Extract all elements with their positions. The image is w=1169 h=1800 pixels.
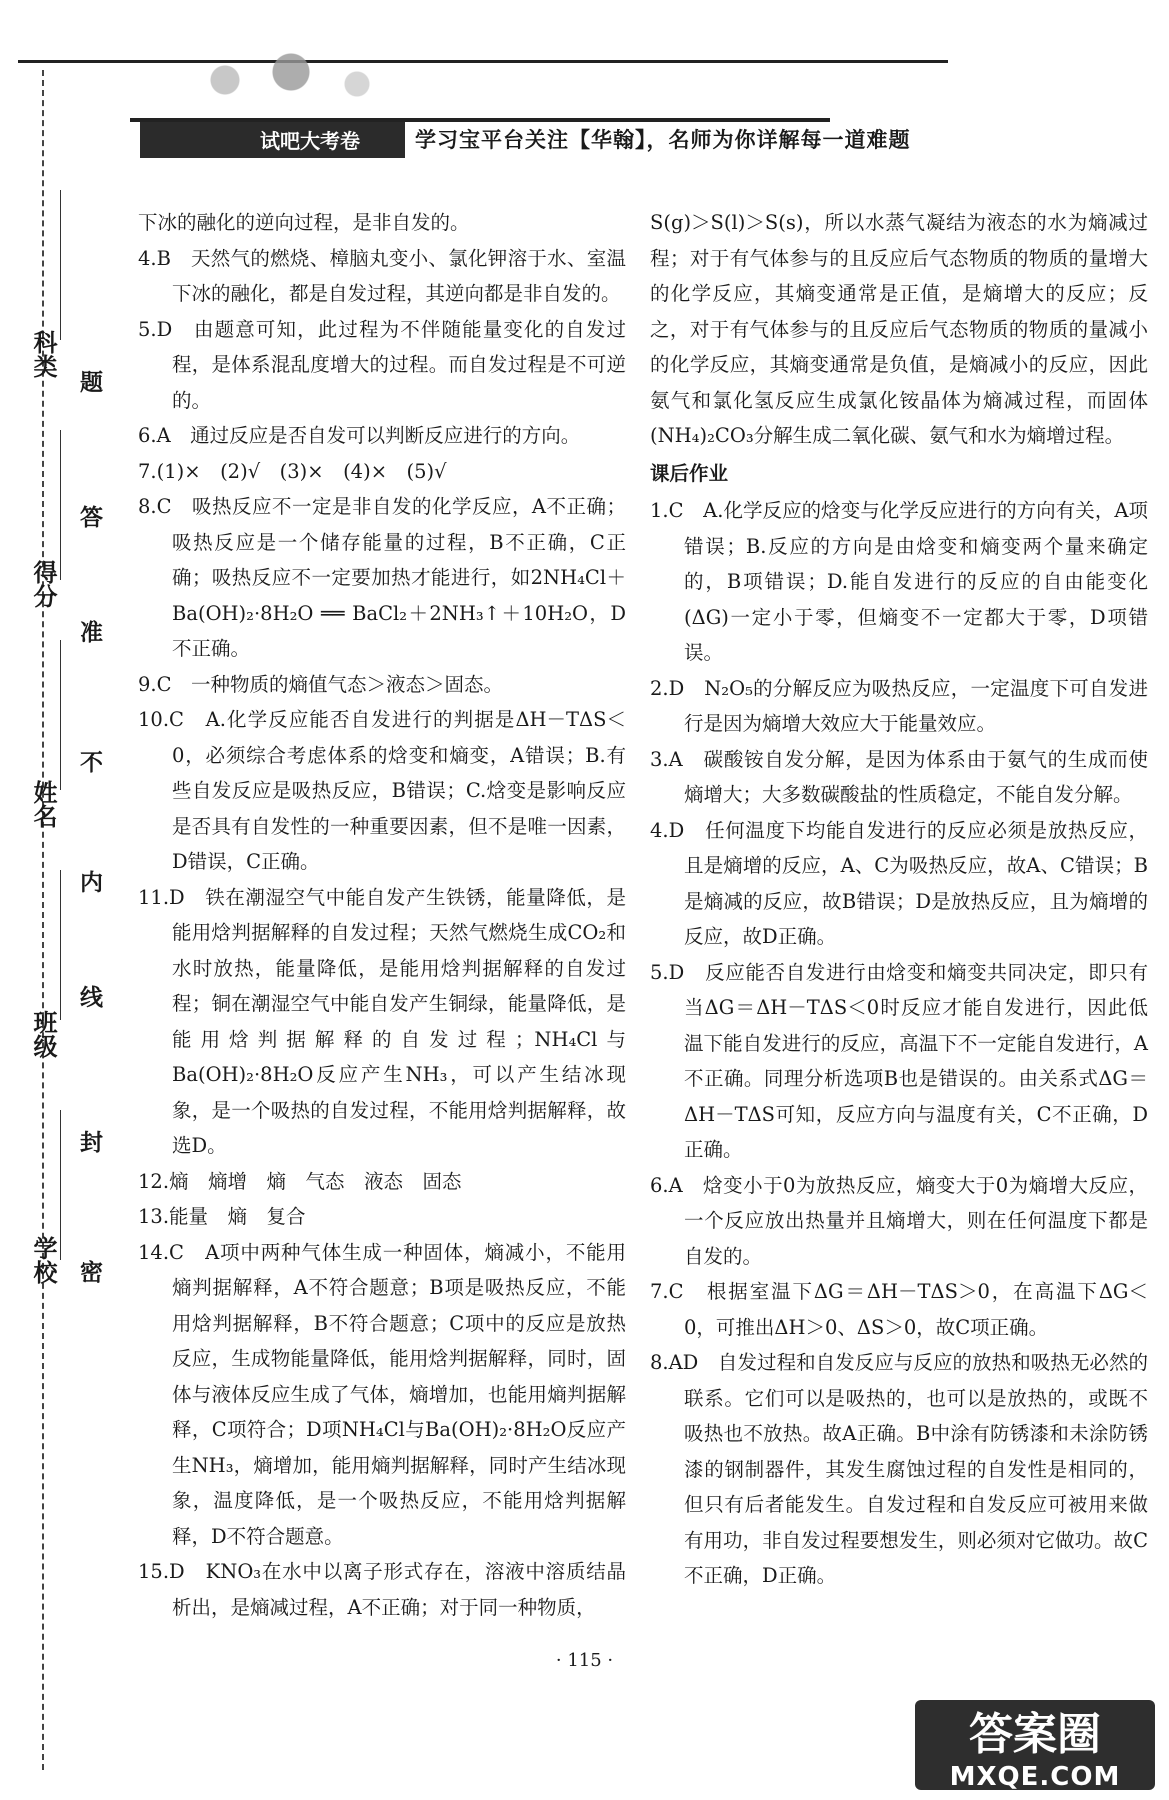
header-decoration — [135, 40, 435, 120]
margin-fill-line-class — [60, 870, 61, 1020]
answer-item: 12.熵 熵增 熵 气态 液态 固态 — [138, 1169, 462, 1193]
watermark-logo — [915, 1700, 1155, 1790]
answer-item: 10.C A.化学反应能否自发进行的判据是ΔH－TΔS＜0，必须综合考虑体系的焓变和熵变，A错误；B.有些自发反应是吸热反应，B错误；C.焓变是影响反应是否具有自发性的一种重要因素，但不是唯一因素，D错误，C正确。 — [138, 708, 626, 873]
answer-continuation: S(g)＞S(l)＞S(s)，所以水蒸气凝结为液态的水为熵减过程；对于有气体参与的且反应后气态物质的物质的量增大的化学反应，其熵变通常是正值，是熵增大的反应；反之，对于有气体参与的且反应后气态物质的物质的量减小的化学反应，其熵变通常是负值，是熵减小的反应，因此氨气和氯化氢反应生成氯化铵晶体为熵减过程，而固体(NH₄)₂CO₃分解生成二氧化碳、氨气和水为熵增过程。 — [650, 211, 1148, 447]
answer-item: 1.C A.化学反应的焓变与化学反应进行的方向有关，A项错误；B.反应的方向是由焓变和熵变两个量来确定的，B项错误；D.能自发进行的反应的自由能变化(ΔG)一定小于零，但熵变不一定都大于零，D项错误。 — [650, 499, 1148, 664]
answer-item: 6.A 焓变小于0为放热反应，熵变大于0为熵增大反应，一个反应放出热量并且熵增大，则在任何温度下都是自发的。 — [650, 1173, 1148, 1268]
brand-logo — [140, 120, 405, 158]
left-column — [138, 205, 626, 1625]
answer-item: 13.能量 熵 复合 — [138, 1205, 306, 1228]
seal-char: 封 — [76, 1130, 102, 1153]
page-header — [0, 0, 1169, 170]
seal-char: 准 — [76, 620, 102, 643]
answer-item: 15.D KNO₃在水中以离子形式存在，溶液中溶质结晶析出，是熵减过程，A不正确；对于同一种物质， — [138, 1560, 626, 1619]
seal-char: 答 — [76, 505, 102, 528]
margin-label-school: 学校 — [29, 1236, 57, 1284]
margin-fill-line-name — [60, 640, 61, 790]
margin-label-name: 姓名 — [29, 780, 57, 828]
seal-char: 不 — [76, 750, 102, 773]
header-slogan: 学习宝平台关注【华翰】，名师为你详解每一道难题 — [415, 128, 911, 152]
seal-char: 内 — [76, 870, 102, 893]
section-title: 课后作业 — [650, 461, 729, 485]
right-column — [650, 205, 1148, 1594]
answer-item: 8.C 吸热反应不一定是非自发的化学反应，A不正确；吸热反应是一个储存能量的过程，B不正确，C正确；吸热反应不一定要加热才能进行，如2NH₄Cl＋Ba(OH)₂·8H₂O ══ BaCl₂＋2NH₃↑＋10H₂O，D不正确。 — [138, 495, 626, 660]
answer-item: 8.AD 自发过程和自发反应与反应的放热和吸热无必然的联系。它们可以是吸热的，也可以是放热的，或既不吸热也不放热。故A正确。B中涂有防锈漆和未涂防锈漆的钢制器件，其发生腐蚀过程的自发性是相同的，但只有后者能发生。自发过程和自发反应可被用来做有用功，非自发过程要想发生，则必须对它做功。故C不正确，D正确。 — [650, 1351, 1148, 1587]
answer-item: 5.D 反应能否自发进行由焓变和熵变共同决定，即只有当ΔG＝ΔH－TΔS＜0时反应才能自发进行，因此低温下能自发进行的反应，高温下不一定能自发进行，A不正确。同理分析选项B也是错误的。由关系式ΔG＝ΔH－TΔS可知，反应方向与温度有关，C不正确，D正确。 — [650, 960, 1148, 1161]
answer-item: 4.D 任何温度下均能自发进行的反应必须是放热反应，且是熵增的反应，A、C为吸热反应，故A、C错误；B是熵减的反应，故B错误；D是放热反应，且为熵增的反应，故D正确。 — [650, 818, 1148, 948]
answer-item: 11.D 铁在潮湿空气中能自发产生铁锈，能量降低，是能用焓判据解释的自发过程；天然气燃烧生成CO₂和水时放热，能量降低，是能用焓判据解释的自发过程；铜在潮湿空气中能自发产生铜绿，能量降低，是能用焓判据解释的自发过程；NH₄Cl与Ba(OH)₂·8H₂O反应产生NH₃，可以产生结冰现象，是一个吸热的自发过程，不能用焓判据解释，故选D。 — [138, 885, 626, 1157]
margin-fill-line-score — [60, 430, 61, 580]
answer-item: 9.C 一种物质的熵值气态＞液态＞固态。 — [138, 672, 504, 696]
page-number: · 115 · — [555, 1650, 614, 1671]
margin-label-subject: 科类 — [29, 330, 57, 378]
answer-item: 14.C A项中两种气体生成一种固体，熵减小，不能用熵判据解释，A不符合题意；B项是吸热反应，不能用焓判据解释，B不符合题意；C项中的反应是放热反应，生成物能量降低，能用焓判据解释，同时，固体与液体反应生成了气体，熵增加，也能用熵判据解释，C项符合；D项NH₄Cl与Ba(OH)₂·8H₂O反应产生NH₃，熵增加，能用熵判据解释，同时产生结冰现象，温度降低，是一个吸热反应，不能用焓判据解释，D不符合题意。 — [138, 1240, 626, 1548]
answer-item: 4.B 天然气的燃烧、樟脑丸变小、氯化钾溶于水、室温下冰的融化，都是自发过程，其逆向都是非自发的。 — [138, 246, 626, 305]
answer-item: 7.C 根据室温下ΔG＝ΔH－TΔS＞0，在高温下ΔG＜0，可推出ΔH＞0、ΔS＞0，故C项正确。 — [650, 1280, 1148, 1339]
header-band — [130, 118, 830, 122]
margin-label-class: 班级 — [29, 1010, 57, 1058]
margin-fill-line-subject — [60, 190, 61, 340]
watermark-line1: 答案圈 — [969, 1709, 1101, 1760]
answer-item: 6.A 通过反应是否自发可以判断反应进行的方向。 — [138, 424, 581, 447]
watermark-line2: MXQE.COM — [949, 1762, 1121, 1792]
answer-item: 2.D N₂O₅的分解反应为吸热反应，一定温度下可自发进行是因为熵增大效应大于能量效应。 — [650, 676, 1148, 735]
seal-char: 密 — [76, 1260, 102, 1283]
margin-label-score: 得分 — [29, 560, 57, 608]
brand-logo-text: 试吧大考卷 — [260, 128, 360, 153]
seal-char: 题 — [76, 370, 102, 393]
seal-char: 线 — [76, 985, 102, 1008]
margin-fill-line-school — [60, 1110, 61, 1260]
answer-item: 3.A 碳酸铵自发分解，是因为体系由于氨气的生成而使熵增大；大多数碳酸盐的性质稳定，不能自发分解。 — [650, 747, 1148, 806]
binding-cut-line — [42, 70, 45, 1770]
answer-item: 下冰的融化的逆向过程，是非自发的。 — [138, 211, 470, 234]
answer-item: 5.D 由题意可知，此过程为不伴随能量变化的自发过程，是体系混乱度增大的过程。而自发过程是不可逆的。 — [138, 317, 626, 412]
answer-item: 7.(1)× (2)√ (3)× (4)× (5)√ — [138, 459, 447, 483]
